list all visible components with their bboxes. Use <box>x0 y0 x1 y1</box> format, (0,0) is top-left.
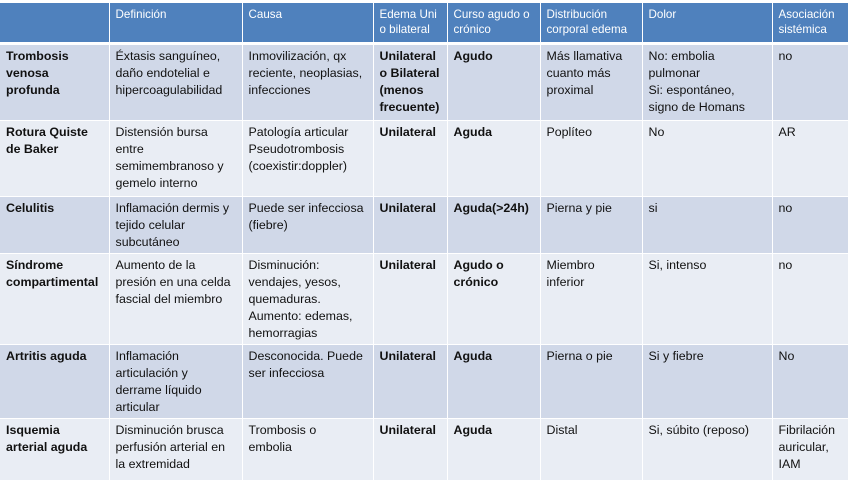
causa-cell <box>242 254 373 345</box>
distribucion-cell <box>540 345 642 419</box>
curso-cell <box>447 254 540 345</box>
cell-text-line: Más llamativa <box>546 49 623 63</box>
dolor-cell <box>642 345 772 419</box>
header-corner-cell <box>0 3 109 44</box>
causa-cell <box>242 121 373 197</box>
cell-text-line: articulación y <box>115 366 188 380</box>
definicion-cell <box>109 44 242 121</box>
cell-text-line: Si, súbito (reposo) <box>648 423 750 437</box>
cell-text-line: Aguda <box>453 423 493 437</box>
cell-text-line: semimembranoso y <box>115 159 224 173</box>
edema-cell <box>373 197 447 254</box>
cell-text-line: profunda <box>6 83 60 97</box>
cell-text-line: cuanto más <box>546 66 611 80</box>
cell-text-line: Si y fiebre <box>648 349 704 363</box>
cell-text-line: Unilateral <box>379 258 436 272</box>
cell-text-line: IAM <box>778 457 801 471</box>
distribucion-cell <box>540 254 642 345</box>
cell-text-line: reciente, neoplasias, <box>248 66 363 80</box>
table-row <box>0 44 848 121</box>
cell-text-line: Celulitis <box>6 201 55 215</box>
asociacion-cell <box>772 197 848 254</box>
edema-cell <box>373 254 447 345</box>
definicion-cell <box>109 254 242 345</box>
header-definicion: Definición <box>109 3 242 44</box>
cell-text-line: Agudo o <box>453 258 504 272</box>
cell-text-line: o Bilateral <box>379 66 440 80</box>
cell-text-line: gemelo interno <box>115 176 198 190</box>
cell-text-line: Inmovilización, qx <box>248 49 347 63</box>
cell-text-line: Patología articular <box>248 125 349 139</box>
header-row <box>0 3 848 44</box>
asociacion-cell <box>772 121 848 197</box>
header-edema: Edema Uni o bilateral <box>373 3 447 44</box>
condition-name-cell <box>0 44 109 121</box>
cell-text-line: fascial del miembro <box>115 292 223 306</box>
cell-text-line: Distal <box>546 423 578 437</box>
table-header <box>0 3 848 44</box>
table-row <box>0 419 848 481</box>
edema-cell <box>373 44 447 121</box>
cell-text-line: perfusión arterial en <box>115 440 226 454</box>
cell-text-line: compartimental <box>6 275 99 289</box>
cell-text-line: quemaduras. <box>248 292 321 306</box>
curso-cell <box>447 345 540 419</box>
cell-text-line: Aumento de la <box>115 258 196 272</box>
cell-text-line: Pierna y pie <box>546 201 612 215</box>
cell-text-line: Aumento: edemas, <box>248 309 353 323</box>
cell-text-line: No: embolia <box>648 49 715 63</box>
cell-text-line: si <box>648 201 658 215</box>
cell-text-line: Éxtasis sanguíneo, <box>115 49 221 63</box>
cell-text-line: Si: espontáneo, <box>648 83 735 97</box>
cell-text-line: daño endotelial e <box>115 66 210 80</box>
cell-text-line: Isquemia <box>6 423 60 437</box>
asociacion-cell <box>772 419 848 481</box>
condition-name-cell <box>0 254 109 345</box>
cell-text-line: articular <box>115 400 160 414</box>
cell-text-line: no <box>778 258 793 272</box>
asociacion-cell <box>772 254 848 345</box>
dolor-cell <box>642 254 772 345</box>
cell-text-line: crónico <box>453 275 499 289</box>
cell-text-line: Pierna o pie <box>546 349 613 363</box>
cell-text-line: infecciones <box>248 83 311 97</box>
definicion-cell <box>109 197 242 254</box>
cell-text-line: venosa <box>6 66 49 80</box>
cell-text-line: Unilateral <box>379 349 436 363</box>
cell-text-line: Artritis aguda <box>6 349 87 363</box>
cell-text-line: Trombosis <box>6 49 69 63</box>
differential-diagnosis-table <box>0 3 848 481</box>
edema-cell <box>373 345 447 419</box>
header-distribucion: Distribución corporal edema <box>540 3 642 44</box>
causa-cell <box>242 419 373 481</box>
cell-text-line: Disminución brusca <box>115 423 224 437</box>
causa-cell <box>242 44 373 121</box>
cell-text-line: proximal <box>546 83 594 97</box>
condition-name-cell <box>0 345 109 419</box>
distribucion-cell <box>540 419 642 481</box>
cell-text-line: derrame líquido <box>115 383 202 397</box>
cell-text-line: pulmonar <box>648 66 701 80</box>
cell-text-line: Unilateral <box>379 49 436 63</box>
condition-name-cell <box>0 121 109 197</box>
cell-text-line: Inflamación dermis y <box>115 201 230 215</box>
cell-text-line: Inflamación <box>115 349 179 363</box>
header-causa: Causa <box>242 3 373 44</box>
curso-cell <box>447 121 540 197</box>
table-row <box>0 121 848 197</box>
distribucion-cell <box>540 121 642 197</box>
cell-text-line: Puede ser infecciosa <box>248 201 364 215</box>
cell-text-line: la extremidad <box>115 457 190 471</box>
header-asociacion: Asociación sistémica <box>772 3 848 44</box>
definicion-cell <box>109 345 242 419</box>
asociacion-cell <box>772 44 848 121</box>
condition-name-cell <box>0 419 109 481</box>
asociacion-cell <box>772 345 848 419</box>
cell-text-line: inferior <box>546 275 585 289</box>
cell-text-line: arterial aguda <box>6 440 88 454</box>
header-curso: Curso agudo o crónico <box>447 3 540 44</box>
cell-text-line: Desconocida. Puede <box>248 349 363 363</box>
cell-text-line: Distensión bursa <box>115 125 208 139</box>
cell-text-line: vendajes, yesos, <box>248 275 341 289</box>
cell-text-line: (coexistir:doppler) <box>248 159 347 173</box>
causa-cell <box>242 197 373 254</box>
cell-text-line: tejido celular <box>115 218 186 232</box>
table-body <box>0 44 848 481</box>
edema-cell <box>373 121 447 197</box>
cell-text-line: hemorragias <box>248 326 318 340</box>
cell-text-line: Pseudotrombosis <box>248 142 345 156</box>
cell-text-line: Si, intenso <box>648 258 707 272</box>
cell-text-line: Unilateral <box>379 423 436 437</box>
cell-text-line: Aguda(>24h) <box>453 201 529 215</box>
table-row <box>0 197 848 254</box>
distribucion-cell <box>540 44 642 121</box>
dolor-cell <box>642 419 772 481</box>
cell-text-line: Síndrome <box>6 258 64 272</box>
cell-text-line: Unilateral <box>379 125 436 139</box>
cell-text-line: presión en una celda <box>115 275 231 289</box>
dolor-cell <box>642 121 772 197</box>
cell-text-line: de Baker <box>6 142 59 156</box>
table-row <box>0 345 848 419</box>
cell-text-line: auricular, <box>778 440 829 454</box>
cell-text-line: AR <box>778 125 796 139</box>
cell-text-line: Fibrilación <box>778 423 835 437</box>
cell-text-line: Unilateral <box>379 201 436 215</box>
cell-text-line: subcutáneo <box>115 235 180 249</box>
distribucion-cell <box>540 197 642 254</box>
cell-text-line: frecuente) <box>379 100 440 114</box>
cell-text-line: embolia <box>248 440 292 454</box>
cell-text-line: (fiebre) <box>248 218 288 232</box>
causa-cell <box>242 345 373 419</box>
cell-text-line: No <box>648 125 665 139</box>
cell-text-line: Miembro <box>546 258 595 272</box>
cell-text-line: Poplíteo <box>546 125 592 139</box>
curso-cell <box>447 44 540 121</box>
cell-text-line: No <box>778 349 795 363</box>
definicion-cell <box>109 419 242 481</box>
cell-text-line: Aguda <box>453 125 493 139</box>
cell-text-line: no <box>778 201 793 215</box>
curso-cell <box>447 197 540 254</box>
definicion-cell <box>109 121 242 197</box>
dolor-cell <box>642 197 772 254</box>
cell-text-line: (menos <box>379 83 424 97</box>
cell-text-line: Trombosis o <box>248 423 317 437</box>
dolor-cell <box>642 44 772 121</box>
condition-name-cell <box>0 197 109 254</box>
cell-text-line: entre <box>115 142 144 156</box>
cell-text-line: Disminución: <box>248 258 320 272</box>
edema-cell <box>373 419 447 481</box>
cell-text-line: no <box>778 49 793 63</box>
cell-text-line: hipercoagulabilidad <box>115 83 223 97</box>
cell-text-line: signo de Homans <box>648 100 745 114</box>
cell-text-line: Rotura Quiste <box>6 125 88 139</box>
cell-text-line: ser infecciosa <box>248 366 325 380</box>
cell-text-line: Agudo <box>453 49 493 63</box>
table-row <box>0 254 848 345</box>
curso-cell <box>447 419 540 481</box>
header-dolor: Dolor <box>642 3 772 44</box>
cell-text-line: Aguda <box>453 349 493 363</box>
